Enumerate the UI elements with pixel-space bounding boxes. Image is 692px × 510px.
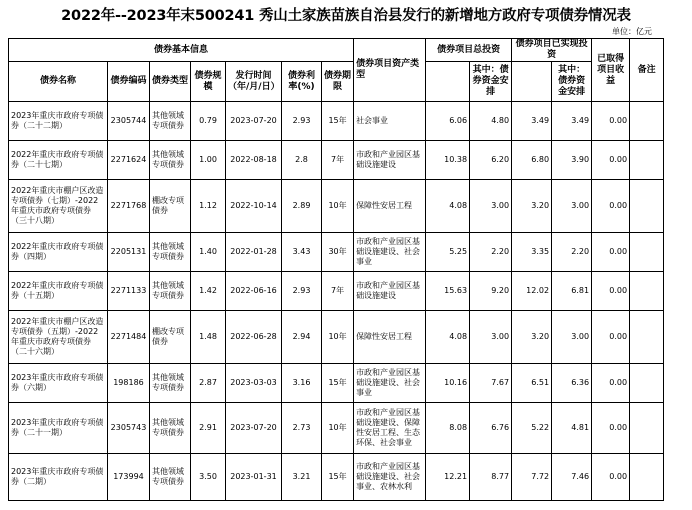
table-row bbox=[9, 141, 664, 180]
header-bond-name: 债券名称 bbox=[9, 62, 108, 102]
cell-type: 其他领域专项债券 bbox=[150, 403, 191, 454]
cell-code: 2305743 bbox=[108, 403, 150, 454]
cell-rate: 3.16 bbox=[282, 364, 322, 403]
table-row bbox=[9, 454, 664, 501]
cell-asset: 市政和产业园区基础设施建设 bbox=[354, 141, 426, 180]
header-group-basic: 债券基本信息 bbox=[9, 39, 354, 62]
table-row bbox=[9, 364, 664, 403]
page-title: 2022年--2023年末500241 秀山土家族苗族自治县发行的新增地方政府专项债券情况表 bbox=[61, 8, 631, 24]
cell-rfund: 3.90 bbox=[552, 141, 592, 180]
cell-realized: 3.20 bbox=[512, 180, 552, 233]
cell-rate: 2.89 bbox=[282, 180, 322, 233]
cell-note bbox=[630, 403, 664, 454]
cell-fund: 4.80 bbox=[470, 102, 512, 141]
cell-total: 4.08 bbox=[426, 180, 470, 233]
cell-income: 0.00 bbox=[592, 454, 630, 501]
cell-type: 其他领域专项债券 bbox=[150, 102, 191, 141]
cell-asset: 市政和产业园区基础设施建设、社会事业 bbox=[354, 364, 426, 403]
cell-date: 2022-08-18 bbox=[226, 141, 282, 180]
cell-total: 8.08 bbox=[426, 403, 470, 454]
cell-realized: 12.02 bbox=[512, 272, 552, 311]
cell-type: 其他领域专项债券 bbox=[150, 141, 191, 180]
cell-term: 10年 bbox=[322, 180, 354, 233]
cell-income: 0.00 bbox=[592, 403, 630, 454]
cell-total: 15.63 bbox=[426, 272, 470, 311]
header-realized-sub bbox=[512, 62, 552, 102]
cell-rate: 2.73 bbox=[282, 403, 322, 454]
cell-rate: 2.94 bbox=[282, 311, 322, 364]
cell-rfund: 6.81 bbox=[552, 272, 592, 311]
cell-note bbox=[630, 454, 664, 501]
cell-rate: 3.43 bbox=[282, 233, 322, 272]
cell-note bbox=[630, 102, 664, 141]
header-asset-type: 债券项目资产类型 bbox=[354, 39, 426, 102]
cell-note bbox=[630, 233, 664, 272]
cell-note bbox=[630, 364, 664, 403]
cell-income: 0.00 bbox=[592, 272, 630, 311]
cell-asset: 保障性安居工程 bbox=[354, 180, 426, 233]
cell-scale: 1.00 bbox=[191, 141, 226, 180]
cell-income: 0.00 bbox=[592, 364, 630, 403]
cell-scale: 1.40 bbox=[191, 233, 226, 272]
cell-type: 其他领域专项债券 bbox=[150, 364, 191, 403]
cell-note bbox=[630, 141, 664, 180]
cell-scale: 2.91 bbox=[191, 403, 226, 454]
cell-fund: 3.00 bbox=[470, 180, 512, 233]
cell-income: 0.00 bbox=[592, 180, 630, 233]
cell-scale: 2.87 bbox=[191, 364, 226, 403]
cell-date: 2022-10-14 bbox=[226, 180, 282, 233]
header-issue-date: 发行时间（年/月/日） bbox=[226, 62, 282, 102]
cell-date: 2023-07-20 bbox=[226, 102, 282, 141]
cell-type: 其他领域专项债券 bbox=[150, 454, 191, 501]
header-of-which-fund: 其中：债券资金安排 bbox=[470, 62, 512, 102]
header-bond-type: 债券类型 bbox=[150, 62, 191, 102]
header-total-invest-sub bbox=[426, 62, 470, 102]
cell-rfund: 3.00 bbox=[552, 180, 592, 233]
table-row bbox=[9, 403, 664, 454]
header-term: 债券期限 bbox=[322, 62, 354, 102]
cell-total: 10.38 bbox=[426, 141, 470, 180]
table-body bbox=[9, 102, 664, 501]
cell-asset: 市政和产业园区基础设施建设 bbox=[354, 272, 426, 311]
cell-name: 2023年重庆市政府专项债券（六期） bbox=[9, 364, 108, 403]
header-note: 备注 bbox=[630, 39, 664, 102]
header-rate: 债券利率(%) bbox=[282, 62, 322, 102]
cell-date: 2022-06-16 bbox=[226, 272, 282, 311]
cell-realized: 3.49 bbox=[512, 102, 552, 141]
cell-type: 棚改专项债券 bbox=[150, 311, 191, 364]
cell-income: 0.00 bbox=[592, 141, 630, 180]
cell-term: 10年 bbox=[322, 311, 354, 364]
cell-term: 10年 bbox=[322, 403, 354, 454]
cell-fund: 8.77 bbox=[470, 454, 512, 501]
cell-scale: 1.42 bbox=[191, 272, 226, 311]
cell-code: 2271133 bbox=[108, 272, 150, 311]
cell-code: 2271484 bbox=[108, 311, 150, 364]
cell-asset: 市政和产业园区基础设施建设、社会事业 bbox=[354, 233, 426, 272]
cell-name: 2022年重庆市政府专项债券（十五期） bbox=[9, 272, 108, 311]
table-row bbox=[9, 311, 664, 364]
cell-date: 2023-03-03 bbox=[226, 364, 282, 403]
cell-realized: 7.72 bbox=[512, 454, 552, 501]
cell-name: 2023年重庆市政府专项债券（二期） bbox=[9, 454, 108, 501]
bond-table bbox=[8, 38, 664, 501]
cell-rfund: 3.49 bbox=[552, 102, 592, 141]
cell-total: 12.21 bbox=[426, 454, 470, 501]
cell-asset: 保障性安居工程 bbox=[354, 311, 426, 364]
cell-date: 2022-01-28 bbox=[226, 233, 282, 272]
cell-realized: 6.51 bbox=[512, 364, 552, 403]
cell-realized: 5.22 bbox=[512, 403, 552, 454]
cell-rfund: 3.00 bbox=[552, 311, 592, 364]
table-row bbox=[9, 180, 664, 233]
cell-name: 2022年重庆市政府专项债券（四期） bbox=[9, 233, 108, 272]
cell-code: 2271624 bbox=[108, 141, 150, 180]
cell-total: 4.08 bbox=[426, 311, 470, 364]
cell-type: 棚改专项债券 bbox=[150, 180, 191, 233]
cell-rfund: 7.46 bbox=[552, 454, 592, 501]
cell-type: 其他领域专项债券 bbox=[150, 272, 191, 311]
cell-scale: 1.12 bbox=[191, 180, 226, 233]
cell-term: 15年 bbox=[322, 102, 354, 141]
cell-name: 2022年重庆市棚户区改造专项债券（七期）-2022年重庆市政府专项债券（三十八期） bbox=[9, 180, 108, 233]
cell-asset: 社会事业 bbox=[354, 102, 426, 141]
cell-term: 15年 bbox=[322, 454, 354, 501]
cell-asset: 市政和产业园区基础设施建设、保障性安居工程、生态环保、社会事业 bbox=[354, 403, 426, 454]
cell-scale: 1.48 bbox=[191, 311, 226, 364]
cell-code: 173994 bbox=[108, 454, 150, 501]
header-realized: 债券项目已实现投资 bbox=[512, 39, 592, 62]
cell-fund: 2.20 bbox=[470, 233, 512, 272]
cell-name: 2022年重庆市棚户区改造专项债券（五期）-2022年重庆市政府专项债券（二十六期） bbox=[9, 311, 108, 364]
cell-date: 2023-07-20 bbox=[226, 403, 282, 454]
header-realized-fund: 其中：债券资金安排 bbox=[552, 62, 592, 102]
cell-fund: 9.20 bbox=[470, 272, 512, 311]
cell-fund: 6.76 bbox=[470, 403, 512, 454]
cell-date: 2023-01-31 bbox=[226, 454, 282, 501]
cell-date: 2022-06-28 bbox=[226, 311, 282, 364]
table-row bbox=[9, 272, 664, 311]
cell-total: 10.16 bbox=[426, 364, 470, 403]
cell-scale: 0.79 bbox=[191, 102, 226, 141]
cell-income: 0.00 bbox=[592, 311, 630, 364]
cell-fund: 6.20 bbox=[470, 141, 512, 180]
cell-income: 0.00 bbox=[592, 102, 630, 141]
cell-type: 其他领域专项债券 bbox=[150, 233, 191, 272]
cell-name: 2023年重庆市政府专项债券（二十一期） bbox=[9, 403, 108, 454]
cell-note bbox=[630, 311, 664, 364]
cell-total: 6.06 bbox=[426, 102, 470, 141]
table-row bbox=[9, 102, 664, 141]
cell-rfund: 2.20 bbox=[552, 233, 592, 272]
cell-name: 2022年重庆市政府专项债券（二十七期） bbox=[9, 141, 108, 180]
cell-fund: 7.67 bbox=[470, 364, 512, 403]
cell-rate: 2.93 bbox=[282, 102, 322, 141]
header-bond-code: 债券编码 bbox=[108, 62, 150, 102]
cell-name: 2023年重庆市政府专项债券（二十二期） bbox=[9, 102, 108, 141]
cell-rate: 3.21 bbox=[282, 454, 322, 501]
cell-rfund: 4.81 bbox=[552, 403, 592, 454]
cell-term: 7年 bbox=[322, 141, 354, 180]
cell-term: 30年 bbox=[322, 233, 354, 272]
cell-realized: 3.20 bbox=[512, 311, 552, 364]
cell-scale: 3.50 bbox=[191, 454, 226, 501]
cell-rfund: 6.36 bbox=[552, 364, 592, 403]
cell-rate: 2.93 bbox=[282, 272, 322, 311]
cell-income: 0.00 bbox=[592, 233, 630, 272]
cell-note bbox=[630, 180, 664, 233]
header-income: 已取得项目收益 bbox=[592, 39, 630, 102]
cell-code: 2205131 bbox=[108, 233, 150, 272]
cell-asset: 市政和产业园区基础设施建设、社会事业、农林水利 bbox=[354, 454, 426, 501]
cell-total: 5.25 bbox=[426, 233, 470, 272]
cell-term: 7年 bbox=[322, 272, 354, 311]
table-row bbox=[9, 233, 664, 272]
cell-rate: 2.8 bbox=[282, 141, 322, 180]
cell-realized: 6.80 bbox=[512, 141, 552, 180]
unit-label: 单位：亿元 bbox=[612, 27, 652, 36]
header-total-invest: 债券项目总投资 bbox=[426, 39, 512, 62]
cell-code: 2271768 bbox=[108, 180, 150, 233]
cell-code: 2305744 bbox=[108, 102, 150, 141]
cell-term: 15年 bbox=[322, 364, 354, 403]
header-bond-scale: 债券规模 bbox=[191, 62, 226, 102]
cell-code: 198186 bbox=[108, 364, 150, 403]
cell-fund: 3.00 bbox=[470, 311, 512, 364]
cell-realized: 3.35 bbox=[512, 233, 552, 272]
cell-note bbox=[630, 272, 664, 311]
